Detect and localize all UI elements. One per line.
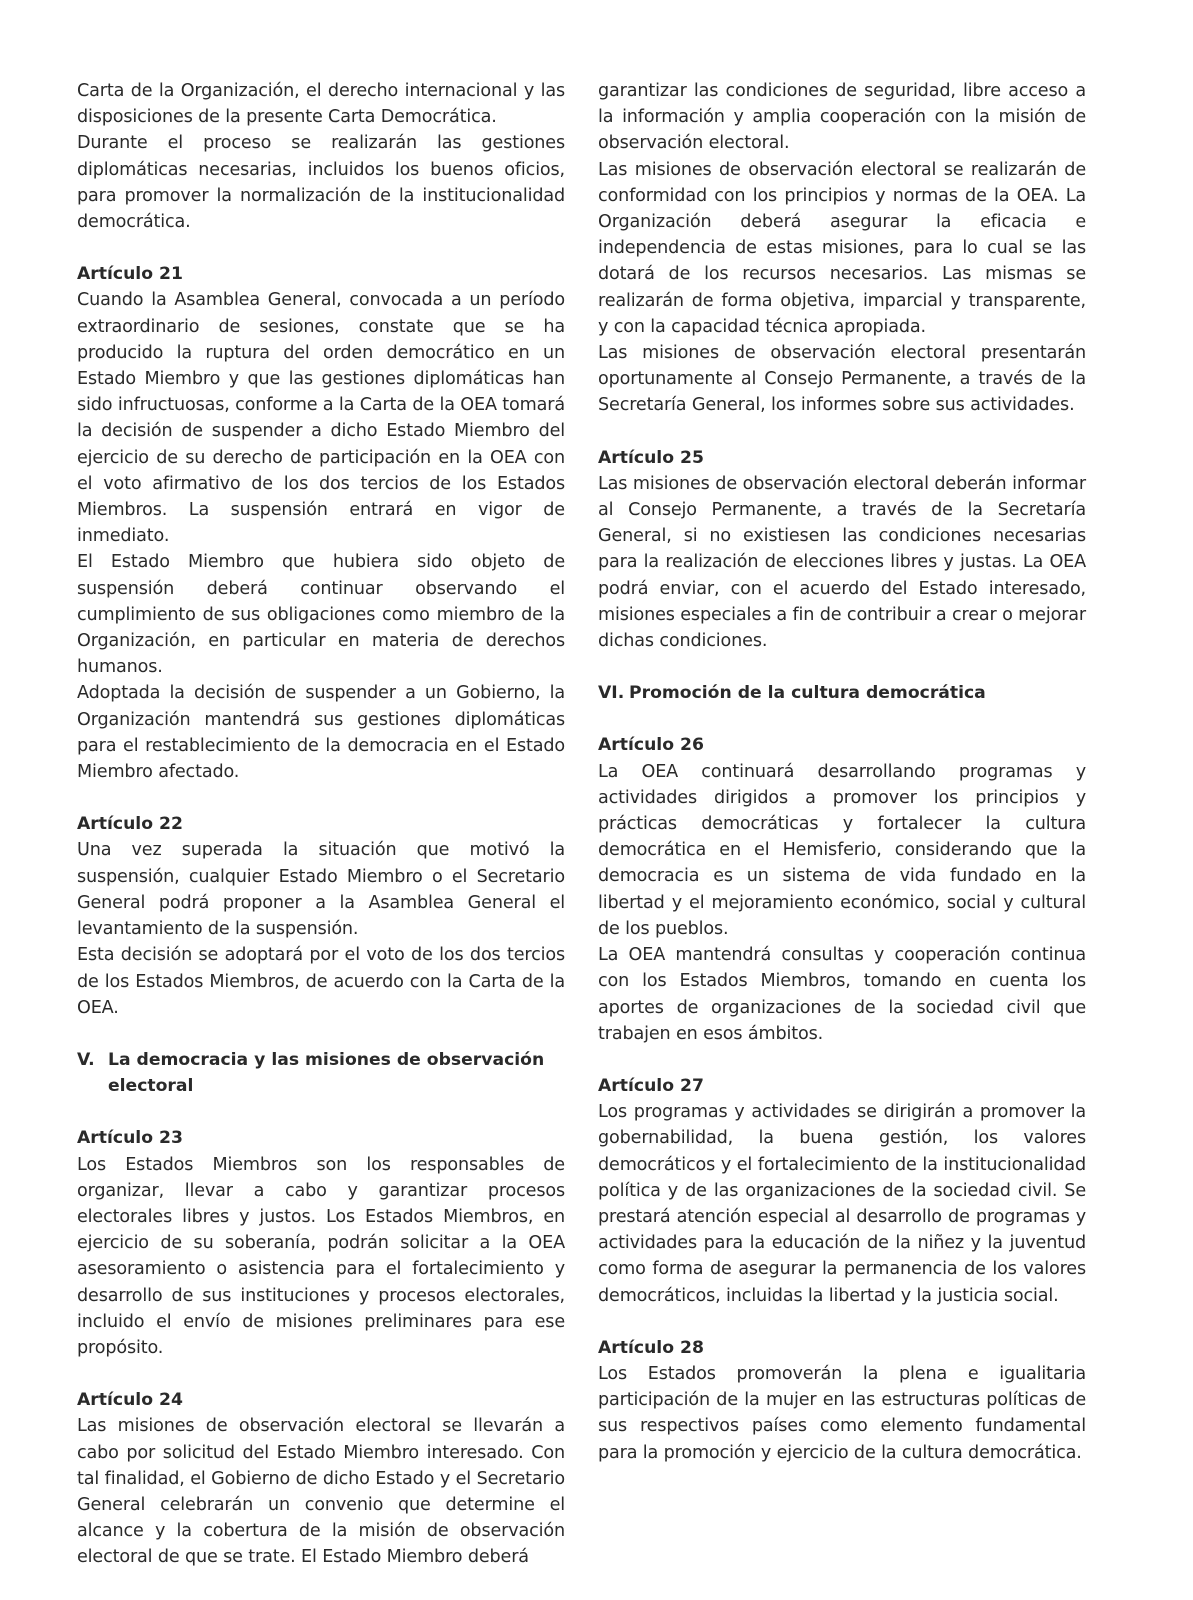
paragraph: garantizar las condiciones de seguridad, libre acceso a la información y amplia cooperación con la misión de observación electoral. <box>598 81 1086 154</box>
section-heading <box>598 680 1086 706</box>
section-title: La democracia y las misiones de observación electoral <box>108 1049 545 1097</box>
article-24 <box>77 1387 565 1570</box>
paragraph: Los programas y actividades se dirigirán a promover la gobernabilidad, la buena gestión, los valores democráticos y el fortalecimiento de la institucionalidad política y de las organizaciones de la sociedad civil. Se prestará atención especial al desarrollo de programas y actividades para la educación de la niñez y la juventud como forma de asegurar la permanencia de los valores democráticos, incluidas la libertad y la justicia social. <box>598 1102 1086 1306</box>
paragraph: Las misiones de observación electoral presentarán oportunamente al Consejo Permanente, a través de la Secretaría General, los informes sobre sus actividades. <box>598 343 1086 416</box>
paragraph: Una vez superada la situación que motivó la suspensión, cualquier Estado Miembro o el Secretario General podrá proponer a la Asamblea General el levantamiento de la suspensión. <box>77 840 565 940</box>
article-heading: Artículo 28 <box>598 1337 704 1358</box>
paragraph: La OEA mantendrá consultas y cooperación continua con los Estados Miembros, tomando en cuenta los aportes de organizaciones de la sociedad civil que trabajen en esos ámbitos. <box>598 945 1086 1044</box>
paragraph: Adoptada la decisión de suspender a un Gobierno, la Organización mantendrá sus gestiones diplomáticas para el restablecimiento de la democracia en el Estado Miembro afectado. <box>77 683 565 783</box>
article-25 <box>598 445 1086 655</box>
article-28 <box>598 1335 1086 1466</box>
section-number: V. <box>77 1049 95 1070</box>
paragraph: Los Estados Miembros son los responsables de organizar, llevar a cabo y garantizar procesos electorales libres y justos. Los Estados Miembros, en ejercicio de su soberanía, podrán solicitar a la OEA asesoramiento o asistencia para el fortalecimiento y desarrollo de sus instituciones y procesos electorales, incluido el envío de misiones preliminares para ese propósito. <box>77 1154 565 1358</box>
paragraph: El Estado Miembro que hubiera sido objeto de suspensión deberá continuar observando el cumplimiento de sus obligaciones como miembro de la Organización, en particular en materia de derechos humanos. <box>77 552 565 678</box>
paragraph: Esta decisión se adoptará por el voto de los dos tercios de los Estados Miembros, de acuerdo con la Carta de la OEA. <box>77 945 565 1018</box>
section-heading <box>77 1047 565 1099</box>
article-22 <box>77 811 565 1021</box>
article-heading: Artículo 27 <box>598 1075 704 1096</box>
right-column <box>598 78 1086 1466</box>
paragraph: La OEA continuará desarrollando programas y actividades dirigidos a promover los principios y prácticas democráticas y fortalecer la cultura democrática en el Hemisferio, considerando que la democracia es un sistema de vida fundado en la libertad y el mejoramiento económico, social y cultural de los pueblos. <box>598 761 1086 939</box>
continuation-block <box>77 78 565 235</box>
article-23 <box>77 1125 565 1361</box>
article-heading: Artículo 25 <box>598 447 704 468</box>
section-number: VI. <box>598 683 625 704</box>
article-26 <box>598 732 1086 1046</box>
paragraph: Las misiones de observación electoral se realizarán de conformidad con los principios y normas de la OEA. La Organización deberá asegurar la eficacia e independencia de estas misiones, para lo cual se las dotará de los recursos necesarios. Las mismas se realizarán de forma objetiva, imparcial y transparente, y con la capacidad técnica apropiada. <box>598 159 1086 337</box>
paragraph: Carta de la Organización, el derecho internacional y las disposiciones de la presente Carta Democrática. <box>77 81 565 128</box>
left-column <box>77 78 565 1571</box>
article-heading: Artículo 21 <box>77 264 183 285</box>
article-heading: Artículo 22 <box>77 814 183 835</box>
article-heading: Artículo 23 <box>77 1128 183 1149</box>
section-vi <box>598 680 1086 706</box>
article-heading: Artículo 26 <box>598 735 704 756</box>
article-heading: Artículo 24 <box>77 1390 183 1411</box>
paragraph: Durante el proceso se realizarán las gestiones diplomáticas necesarias, incluidos los buenos oficios, para promover la normalización de la institucionalidad democrática. <box>77 133 565 233</box>
continuation-block <box>598 78 1086 419</box>
paragraph: Cuando la Asamblea General, convocada a un período extraordinario de sesiones, constate que se ha producido la ruptura del orden democrático en un Estado Miembro y que las gestiones diplomáticas han sido infructuosas, conforme a la Carta de la OEA tomará la decisión de suspender a dicho Estado Miembro del ejercicio de su derecho de participación en la OEA con el voto afirmativo de los dos tercios de los Estados Miembros. La suspensión entrará en vigor de inmediato. <box>77 290 566 547</box>
section-v <box>77 1047 565 1099</box>
article-21 <box>77 261 565 785</box>
article-27 <box>598 1073 1086 1309</box>
paragraph: Las misiones de observación electoral deberán informar al Consejo Permanente, a través de la Secretaría General, si no existiesen las condiciones necesarias para la realización de elecciones libres y justas. La OEA podrá enviar, con el acuerdo del Estado interesado, misiones especiales a fin de contribuir a crear o mejorar dichas condiciones. <box>598 473 1086 652</box>
section-title: Promoción de la cultura democrática <box>629 683 986 704</box>
paragraph: Las misiones de observación electoral se llevarán a cabo por solicitud del Estado Miembro interesado. Con tal finalidad, el Gobierno de dicho Estado y el Secretario General celebrarán un convenio que determine el alcance y la cobertura de la misión de observación electoral de que se trate. El Estado Miembro deberá <box>77 1416 565 1568</box>
paragraph: Los Estados promoverán la plena e igualitaria participación de la mujer en las estructuras políticas de sus respectivos países como elemento fundamental para la promoción y ejercicio de la cultura democrática. <box>598 1363 1086 1463</box>
